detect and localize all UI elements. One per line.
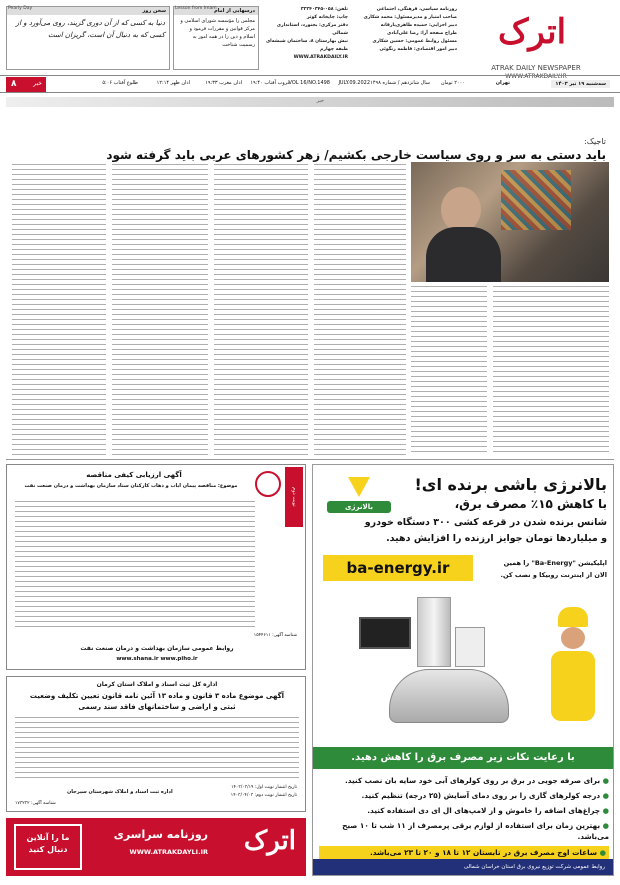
publisher-info (347, 6, 457, 72)
registry-title: آگهی موضوع ماده ۳ قانون و ماده ۱۳ آئین نامه قانون تعیین تکلیف وضعیت ثبتی و اراضی و ساختمانهای فاقد سند رسمی (29, 692, 285, 711)
section-tab: خبر (316, 98, 324, 104)
prize-car (389, 669, 509, 723)
energy-title-4: و میلیاردها تومان جوایز ارزنده را افزایش دهید. (386, 533, 607, 544)
page-number-tab (6, 77, 46, 92)
energy-tip-item (319, 775, 609, 786)
hadith-title: سخن روز (7, 7, 169, 15)
energy-title-1: بالانرژی باشی برنده ای! (414, 475, 607, 494)
tender-ad[interactable] (6, 464, 306, 670)
article-kicker: تاجیک: (584, 137, 606, 146)
dateline-bar (0, 75, 620, 93)
tender-code: شناسه آگهی: ۱۵۴۴۶۱۱ (253, 633, 297, 638)
logo-url[interactable]: WWW.ATRAKDAILY.IR (505, 73, 567, 80)
contact-line: چاپ: چاپخانه کوثر (306, 15, 348, 20)
registry-ad[interactable] (6, 676, 306, 812)
registry-code: شناسه آگهی: ۱۷۳۲۳۲ (15, 801, 56, 806)
tip-bulb-icon: ● (600, 791, 609, 800)
energy-tip-item (319, 805, 609, 816)
tip-bulb-icon: ● (600, 806, 609, 815)
registry-date-2: تاریخ انتشار نوبت دوم: ۱۴۰۳/۰۴/۰۳ (230, 793, 297, 798)
energy-app-text-1: اپلیکیشن "Ba-Energy" را همین (503, 559, 607, 567)
dateline-price: ۲۰۰۰ تومان (440, 80, 465, 86)
section-strip (6, 97, 614, 107)
promo-name: روزنامه سراسری (113, 828, 208, 841)
publisher-line: دبیر اجرایی: حمیده طاهری‌پارفانه (380, 23, 457, 28)
dateline-azan-dhuhr: اذان ظهر ۱۲:۱۴ (156, 80, 190, 86)
lesson-title: درسهایی از امام (174, 7, 258, 15)
tender-subject: موضوع: مناقصه پیمان ایاب و ذهاب کارکنان ستاد سازمان بهداشت و درمان صنعت نفت (24, 483, 238, 489)
tip-bulb-icon: ● (597, 848, 606, 857)
dateline-city: تهران (495, 80, 510, 86)
dateline-sunrise: طلوع آفتاب ۵:۰۶ (102, 80, 138, 86)
registry-date-1: تاریخ انتشار نوبت اول: ۱۴۰۳/۰۳/۱۹ (231, 785, 297, 790)
registry-body-text (15, 717, 299, 779)
dateline-vol: VOL 16/NO.1498 (288, 80, 330, 86)
lesson-text: مجلس را مؤسسه شورای اسلامی و مرکز قوانین و مقررات فرمود و اسلام و دین را در همه امور به رسمیت شناخت (180, 18, 255, 48)
article-text-col-5 (112, 164, 208, 456)
divider (6, 459, 614, 460)
energy-ad[interactable] (312, 464, 614, 876)
article-text-col-6 (12, 164, 106, 456)
energy-logo (327, 477, 391, 529)
hadith-text: دنیا به کسی که از آن دوری گزیند، روی می‌آورد و از کسی که به دنبال آن است، گریزان است (15, 19, 165, 39)
dateline-azan-maghreb: اذان مغرب ۱۹:۳۳ (205, 80, 242, 86)
energy-tip-item (319, 820, 609, 842)
appliance-fridge (417, 597, 451, 667)
tip-bulb-icon: ● (600, 776, 609, 785)
energy-mascot (543, 607, 603, 737)
promo-cta-box (14, 824, 82, 870)
tender-logo-icon (255, 471, 281, 497)
prize-illustration (319, 587, 609, 747)
energy-title-3: شانس برنده شدن در قرعه کشی ۳۰۰ دستگاه خودرو (364, 517, 607, 528)
lightning-icon (348, 477, 370, 497)
promo-logo: اترک (243, 826, 296, 856)
contact-line: نبش بهارستان ۸، ساختمان شیشه‌ای طبقه چهارم (265, 39, 348, 52)
dateline-day: سه‌شنبه ۱۹ تیر ۱۴۰۳ (551, 80, 610, 88)
hadith-box (6, 6, 170, 70)
page-section: خبر (33, 80, 42, 87)
energy-app-text-2: الان از اینترنت روبیکا و نصب کن. (500, 571, 607, 579)
tip-bulb-icon: ● (600, 821, 609, 830)
article-text-col-4 (214, 164, 308, 456)
article-headline: باید دستی به سر و روی سیاست خارجی بکشیم/ زهر کشورهای عربی باید گرفته شود (106, 148, 606, 162)
hadith-label: Pearly Day (8, 6, 33, 11)
contact-line: WWW.ATRAKDAILY.IR (293, 55, 348, 60)
energy-tip-item (319, 790, 609, 801)
publisher-line: مسئول روابط عمومی: حسین شکاری (372, 39, 457, 44)
lesson-label: Lesson from Imam (175, 6, 217, 11)
dateline-sunset: غروب آفتاب ۱۹:۴۰ (250, 80, 290, 86)
energy-tips (319, 775, 609, 863)
energy-title-2: با کاهش ۱۵٪ مصرف برق، (454, 497, 607, 511)
article-text-col-3 (314, 164, 406, 456)
promo-url[interactable]: WWW.ATRAKDAYLI.IR (129, 848, 208, 856)
tender-title: آگهی ارزیابی کیفی مناقصه (86, 471, 182, 479)
article-photo (411, 162, 609, 282)
tip-text: درجه کولرهای گازی را بر روی دمای آسایش (۲۵ درجه) تنظیم کنید. (361, 791, 601, 800)
tender-footer-1: روابط عمومی سازمان بهداشت و درمان صنعت نفت (80, 645, 234, 652)
tender-footer-2[interactable]: www.shana.ir www.piho.ir (116, 656, 198, 662)
energy-footer: روابط عمومی شرکت توزیع نیروی برق استان خراسان شمالی (313, 859, 613, 875)
tender-body-text (15, 501, 255, 631)
dateline-greg-date: JULY.09.2022 (338, 80, 370, 86)
tip-text: برای صرفه جویی در برق بر روی کولرهای آبی خود سایه بان نصب کنید. (344, 776, 601, 785)
article-text-col-2 (411, 286, 487, 456)
registry-signer: اداره ثبت اسناد و املاک شهرستان سیرجان (67, 789, 173, 795)
contact-info (262, 6, 348, 72)
appliance-washer (455, 627, 485, 667)
tip-text: بهترین زمان برای استفاده از لوازم برقی پرمصرف از ۱۱ شب تا ۱۰ صبح می‌باشد. (342, 821, 609, 841)
energy-tip-item (319, 846, 609, 859)
tip-text: چراغ‌های اضافه را خاموش و از لامپ‌های ال ای دی استفاده کنید. (367, 806, 601, 815)
promo-banner[interactable] (6, 818, 306, 876)
tip-text: ساعات اوج مصرف برق در تابستان ۱۲ تا ۱۸ و ۲۰ تا ۲۳ می‌باشد. (369, 848, 598, 857)
contact-line: تلفن: ۰۵۸-۳۲۲۴۰۳۴۵ (300, 7, 348, 12)
tender-badge: نوبت دوم (285, 467, 303, 527)
energy-logo-text: بالانرژی (327, 501, 391, 513)
publisher-line: روزنامه سیاسی، فرهنگی، اجتماعی (376, 7, 457, 12)
lesson-box (173, 6, 259, 70)
logo-subtitle: ATRAK DAILY NEWSPAPER (491, 64, 581, 72)
contact-line: دفتر مرکزی: بجنورد، استانداری شمالی (276, 23, 348, 36)
publisher-line: صاحب امتیاز و مدیرمسئول: محمد شکاری (363, 15, 457, 20)
energy-url[interactable]: ba-energy.ir (323, 555, 473, 581)
logo-text: اترک (497, 12, 567, 52)
publisher-line: طراح صفحه آرا: رضا علی‌آبادی (386, 31, 457, 36)
energy-banner: با رعایت نکات زیر مصرف برق را کاهش دهید. (313, 747, 613, 769)
newspaper-logo[interactable] (452, 10, 612, 62)
dateline-issue: سال شانزدهم / شماره ۱۴۹۸ (370, 80, 430, 86)
promo-line-2: دنبال کنید (28, 845, 68, 854)
promo-line-1: ما را آنلاین (26, 833, 70, 842)
appliance-tv (359, 617, 411, 649)
page-number: ۸ (11, 79, 17, 89)
article-text-col-1 (493, 286, 609, 456)
publisher-line: دبیر امور اقتصادی: فاطمه زنگوئی (379, 47, 457, 52)
registry-org: اداره کل ثبت اسناد و املاک استان کرمان (96, 681, 218, 688)
